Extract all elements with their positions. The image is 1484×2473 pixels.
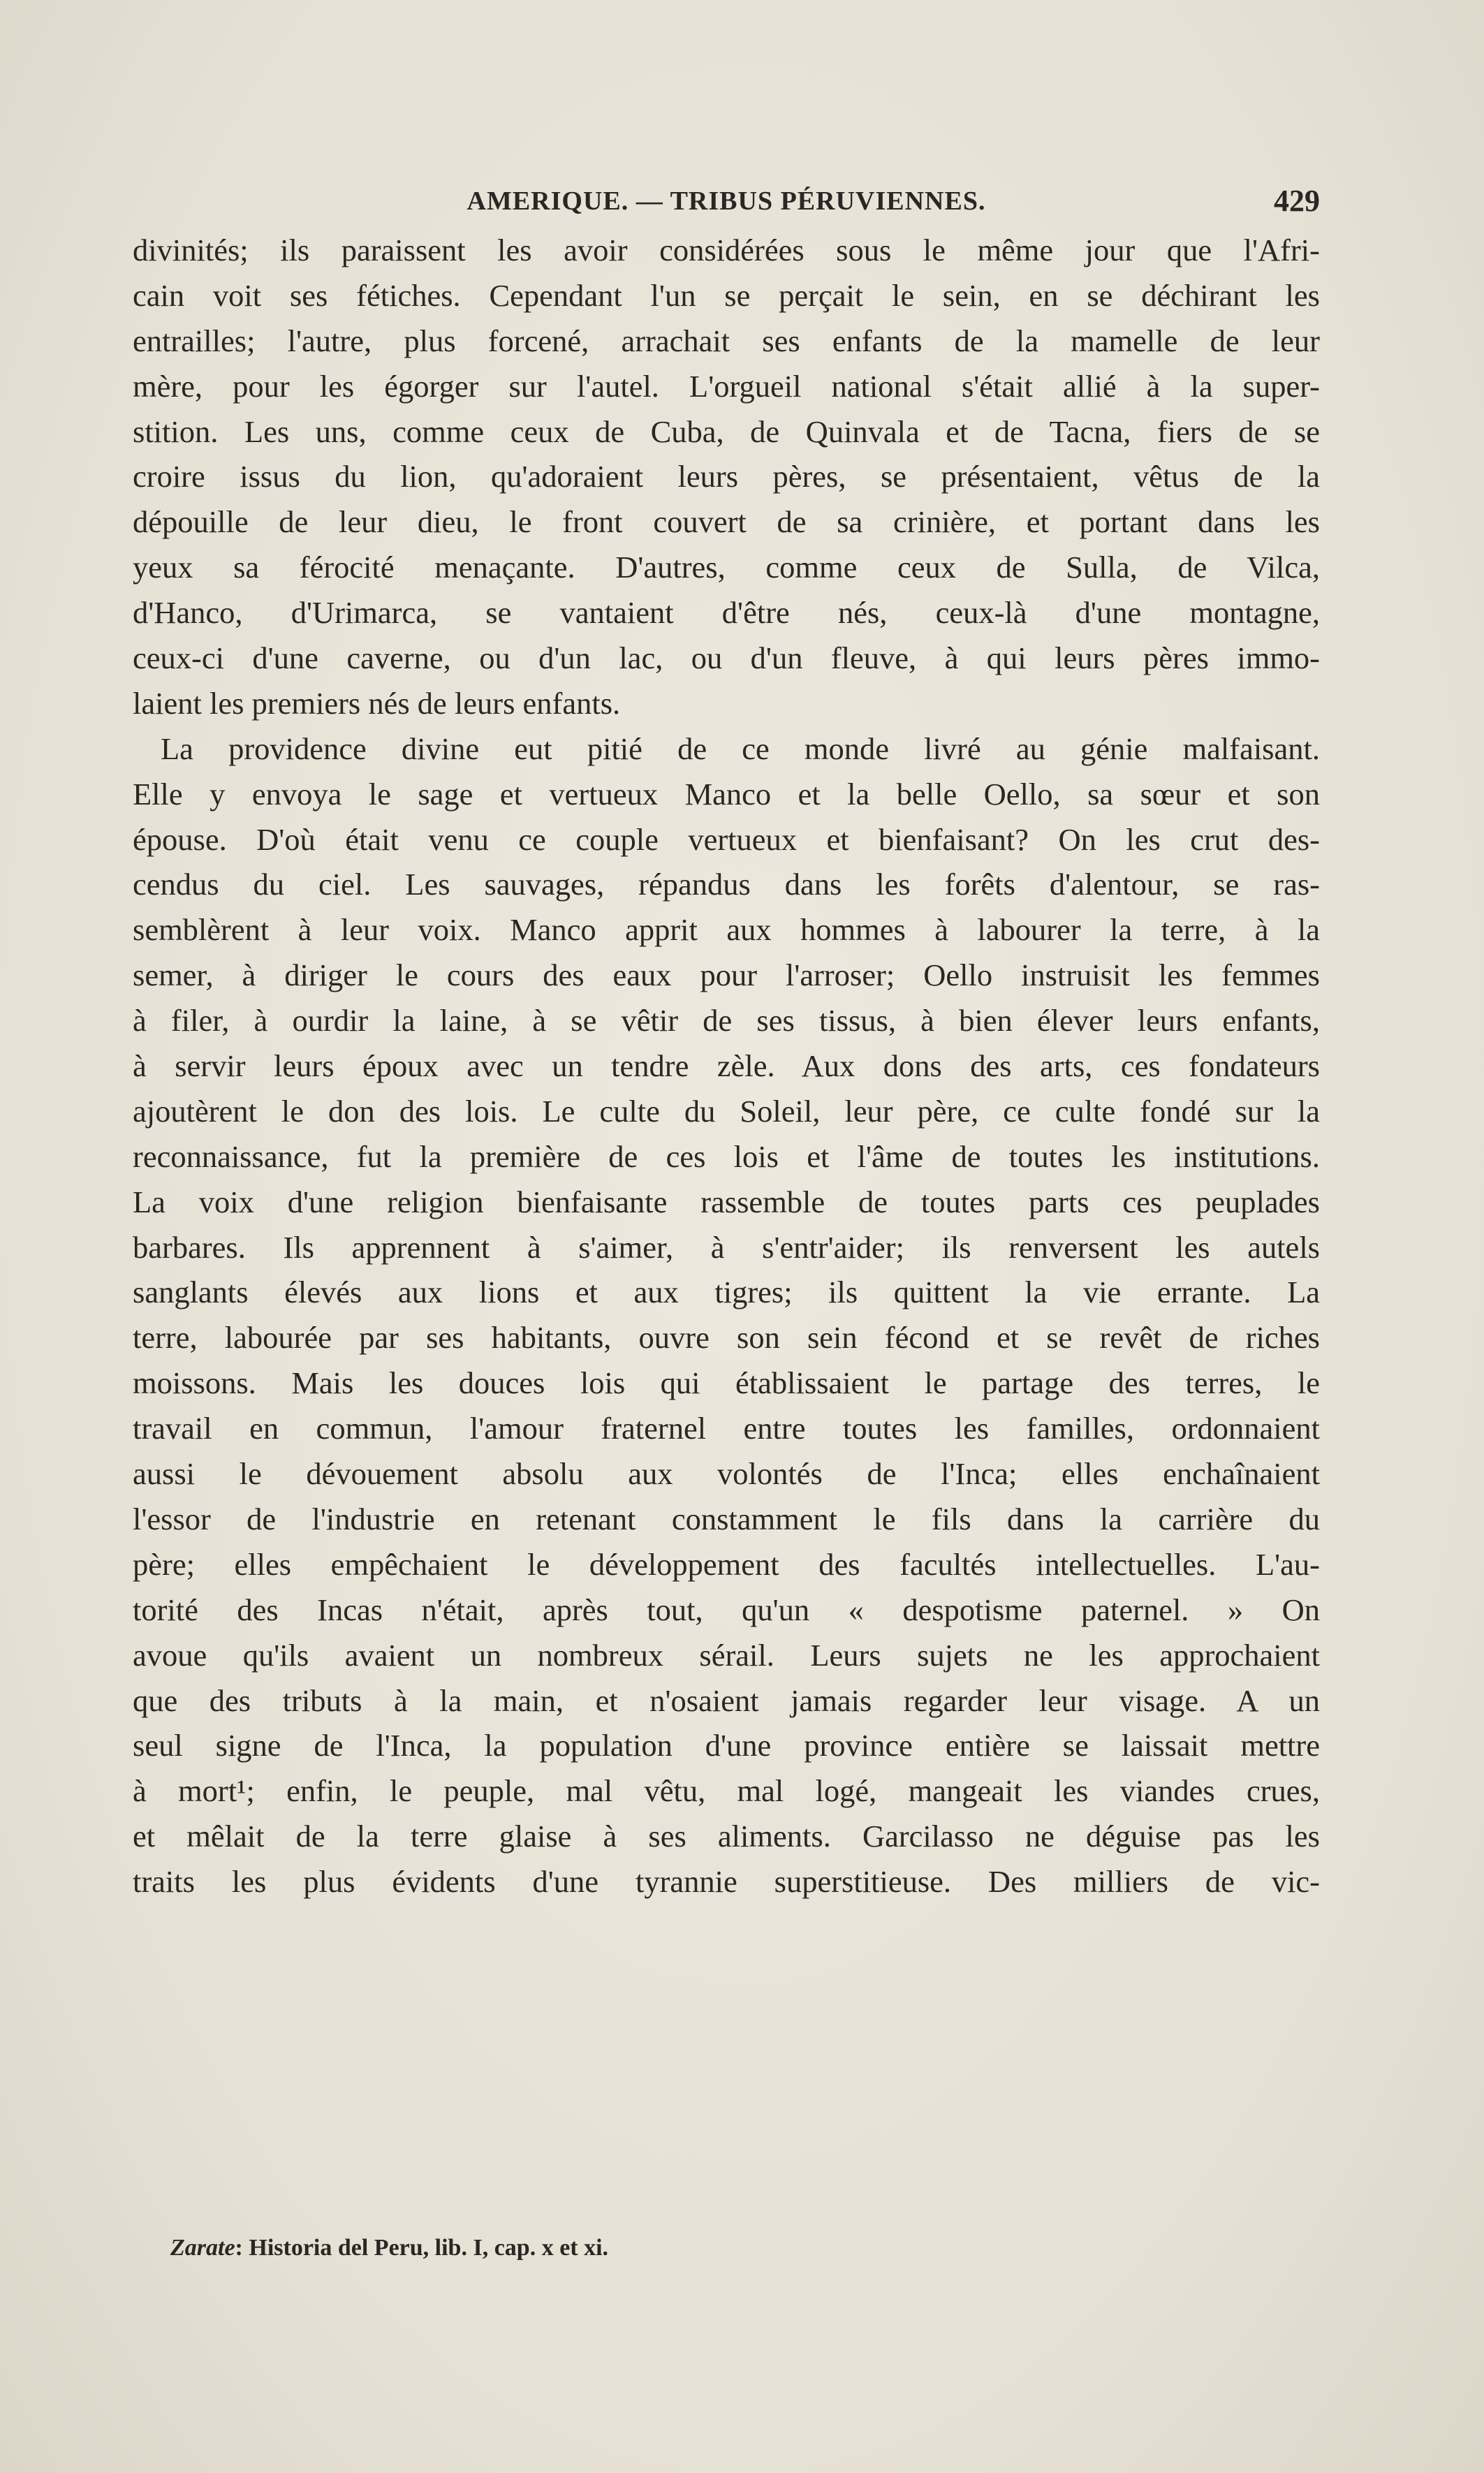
text-line: à servir leurs époux avec un tendre zèle. Aux dons des arts, ces fondateurs: [133, 1048, 1320, 1084]
text-line: épouse. D'où était venu ce couple vertueux et bienfaisant? On les crut des-: [133, 821, 1320, 857]
page-number: 429: [1274, 184, 1320, 218]
footnote-author: Zarate: [170, 2235, 235, 2261]
text-line: La voix d'une religion bienfaisante rassemble de toutes parts ces peuplades: [133, 1184, 1320, 1219]
text-line: cendus du ciel. Les sauvages, répandus dans les forêts d'alentour, se ras-: [133, 867, 1320, 902]
text-line: seul signe de l'Inca, la population d'une province entière se laissait mettre: [133, 1728, 1320, 1763]
text-line: et mêlait de la terre glaise à ses aliments. Garcilasso ne déguise pas les: [133, 1819, 1320, 1854]
text-line: sanglants élevés aux lions et aux tigres; ils quittent la vie errante. La: [133, 1275, 1320, 1310]
footnote-reference: : Historia del Peru, lib. I, cap. x et xi.: [235, 2235, 609, 2261]
text-line: divinités; ils paraissent les avoir considérées sous le même jour que l'Afri-: [133, 233, 1320, 267]
text-line: l'essor de l'industrie en retenant constamment le fils dans la carrière du: [133, 1501, 1320, 1536]
text-line: moissons. Mais les douces lois qui établissaient le partage des terres, le: [133, 1365, 1320, 1401]
text-line: que des tributs à la main, et n'osaient jamais regarder leur visage. A un: [133, 1682, 1320, 1718]
text-line: avoue qu'ils avaient un nombreux sérail. Leurs sujets ne les approchaient: [133, 1637, 1320, 1673]
text-line: croire issus du lion, qu'adoraient leurs pères, se présentaient, vêtus de la: [133, 459, 1320, 494]
text-line: Elle y envoya le sage et vertueux Manco et la belle Oello, sa sœur et son: [133, 776, 1320, 812]
text-line: semblèrent à leur voix. Manco apprit aux hommes à labourer la terre, à la: [133, 912, 1320, 948]
text-line: à mort¹; enfin, le peuple, mal vêtu, mal logé, mangeait les viandes crues,: [133, 1773, 1320, 1809]
text-line: terre, labourée par ses habitants, ouvre son sein fécond et se revêt de riches: [133, 1320, 1320, 1356]
text-line: barbares. Ils apprennent à s'aimer, à s'entr'aider; ils renversent les autels: [133, 1229, 1320, 1265]
running-head: AMERIQUE. — TRIBUS PÉRUVIENNES.: [466, 186, 986, 216]
text-line: reconnaissance, fut la première de ces lois et l'âme de toutes les institutions.: [133, 1138, 1320, 1174]
text-line: aussi le dévouement absolu aux volontés de l'Inca; elles enchaînaient: [133, 1456, 1320, 1492]
text-line: cain voit ses fétiches. Cependant l'un se perçait le sein, en se déchirant les: [133, 277, 1320, 313]
text-line: traits les plus évidents d'une tyrannie superstitieuse. Des milliers de vic-: [133, 1864, 1320, 1900]
footnote: [170, 2235, 608, 2261]
text-line: stition. Les uns, comme ceux de Cuba, de Quinvala et de Tacna, fiers de se: [133, 413, 1320, 449]
text-line: dépouille de leur dieu, le front couvert de sa crinière, et portant dans les: [133, 504, 1320, 540]
text-line: travail en commun, l'amour fraternel entre toutes les familles, ordonnaient: [133, 1411, 1320, 1446]
page-header: [133, 183, 1320, 218]
text-line: mère, pour les égorger sur l'autel. L'orgueil national s'était allié à la super-: [133, 368, 1320, 404]
text-line: yeux sa férocité menaçante. D'autres, comme ceux de Sulla, de Vilca,: [133, 550, 1320, 585]
text-line: laient les premiers nés de leurs enfants.: [133, 685, 621, 721]
text-line: ajoutèrent le don des lois. Le culte du Soleil, leur père, ce culte fondé sur la: [133, 1093, 1320, 1129]
text-line: à filer, à ourdir la laine, à se vêtir de ses tissus, à bien élever leurs enfants,: [133, 1003, 1320, 1039]
text-line: père; elles empêchaient le développement des facultés intellectuelles. L'au-: [133, 1546, 1320, 1582]
text-line: torité des Incas n'était, après tout, qu'un « despotisme paternel. » On: [133, 1592, 1320, 1627]
text-line: entrailles; l'autre, plus forcené, arrachait ses enfants de la mamelle de leur: [133, 323, 1320, 358]
text-line: ceux-ci d'une caverne, ou d'un lac, ou d'un fleuve, à qui leurs pères immo-: [133, 640, 1320, 676]
text-line: d'Hanco, d'Urimarca, se vantaient d'être nés, ceux-là d'une montagne,: [133, 595, 1320, 631]
text-line: semer, à diriger le cours des eaux pour l'arroser; Oello instruisit les femmes: [133, 957, 1320, 993]
body-text: [133, 228, 1320, 1905]
paragraph-start-line: La providence divine eut pitié de ce monde livré au génie malfaisant.: [161, 731, 1320, 766]
